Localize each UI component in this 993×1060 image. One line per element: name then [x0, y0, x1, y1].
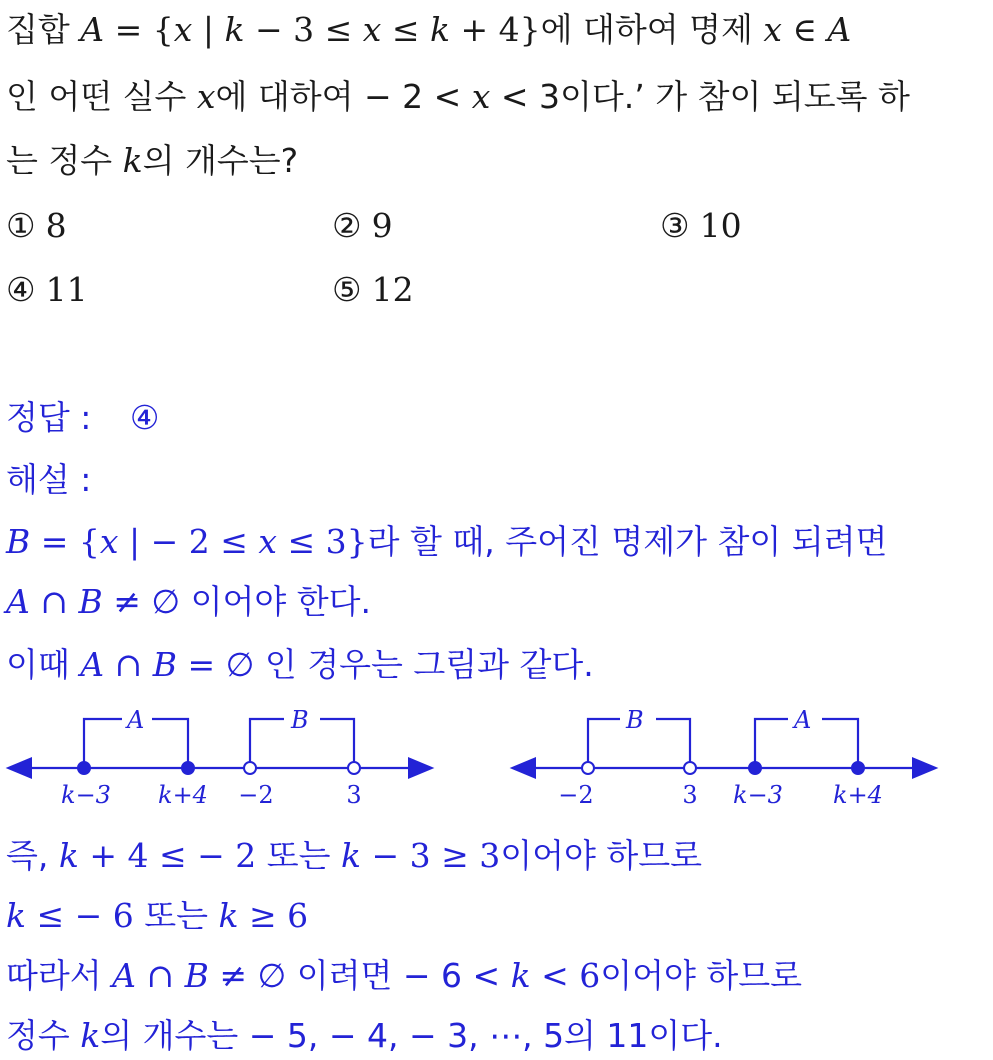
answer-label: 정답 : — [6, 398, 92, 437]
bracket-left-b-start — [250, 719, 284, 768]
solution-line-6: 따라서 A ∩ B ≠ ∅ 이려면 − 6 < k < 6이어야 하므로 — [6, 956, 803, 995]
bracket-right-b-end — [656, 719, 690, 768]
label-left-3: 3 — [346, 781, 362, 809]
bracket-left-a-start — [84, 719, 122, 768]
point-right-k-minus-3 — [749, 762, 761, 774]
point-right-minus-2 — [582, 762, 594, 774]
point-left-k-minus-3 — [78, 762, 90, 774]
option-4[interactable]: ④ 11 — [6, 270, 88, 309]
label-left-minus-2: −2 — [238, 781, 274, 809]
question-line-2: 인 어떤 실수 x에 대하여 − 2 < x < 3이다.’ 가 참이 되도록 하 — [6, 77, 910, 116]
solution-line-5: k ≤ − 6 또는 k ≥ 6 — [6, 896, 309, 935]
solution-line-4: 즉, k + 4 ≤ − 2 또는 k − 3 ≥ 3이어야 하므로 — [6, 836, 703, 875]
point-left-3 — [348, 762, 360, 774]
label-right-minus-2: −2 — [558, 781, 594, 809]
bracket-left-a-end — [152, 719, 188, 768]
bracket-label-right-2: A — [794, 706, 812, 734]
label-left-k-minus-3: k−3 — [61, 781, 111, 809]
bracket-label-left-2: B — [291, 706, 309, 734]
solution-line-3: 이때 A ∩ B = ∅ 인 경우는 그림과 같다. — [6, 645, 594, 684]
point-left-minus-2 — [244, 762, 256, 774]
option-2[interactable]: ② 9 — [332, 206, 393, 245]
bracket-right-a-start — [755, 719, 788, 768]
option-3[interactable]: ③ 10 — [660, 206, 742, 245]
solution-line-1: B = {x | − 2 ≤ x ≤ 3}라 할 때, 주어진 명제가 참이 되려면 — [6, 522, 888, 561]
option-5[interactable]: ⑤ 12 — [332, 270, 414, 309]
label-right-3: 3 — [682, 781, 698, 809]
solution-line-7: 정수 k의 개수는 − 5, − 4, − 3, ⋯, 5의 11이다. — [6, 1016, 723, 1055]
point-right-k-plus-4 — [852, 762, 864, 774]
question-line-1: 집합 A = {x | k − 3 ≤ x ≤ k + 4}에 대하여 명제 x ∈ A — [6, 10, 852, 49]
option-1[interactable]: ① 8 — [6, 206, 67, 245]
answer-value: ④ — [129, 398, 160, 437]
bracket-label-left-1: A — [127, 706, 145, 734]
bracket-left-b-end — [320, 719, 354, 768]
label-left-k-plus-4: k+4 — [158, 781, 208, 809]
label-right-k-minus-3: k−3 — [733, 781, 783, 809]
explanation-label: 해설 : — [6, 460, 92, 499]
bracket-label-right-1: B — [626, 706, 644, 734]
point-right-3 — [684, 762, 696, 774]
question-line-3: 는 정수 k의 개수는? — [6, 141, 299, 180]
bracket-right-a-end — [822, 719, 858, 768]
label-right-k-plus-4: k+4 — [833, 781, 883, 809]
point-left-k-plus-4 — [182, 762, 194, 774]
bracket-right-b-start — [588, 719, 620, 768]
solution-line-2: A ∩ B ≠ ∅ 이어야 한다. — [6, 582, 371, 621]
